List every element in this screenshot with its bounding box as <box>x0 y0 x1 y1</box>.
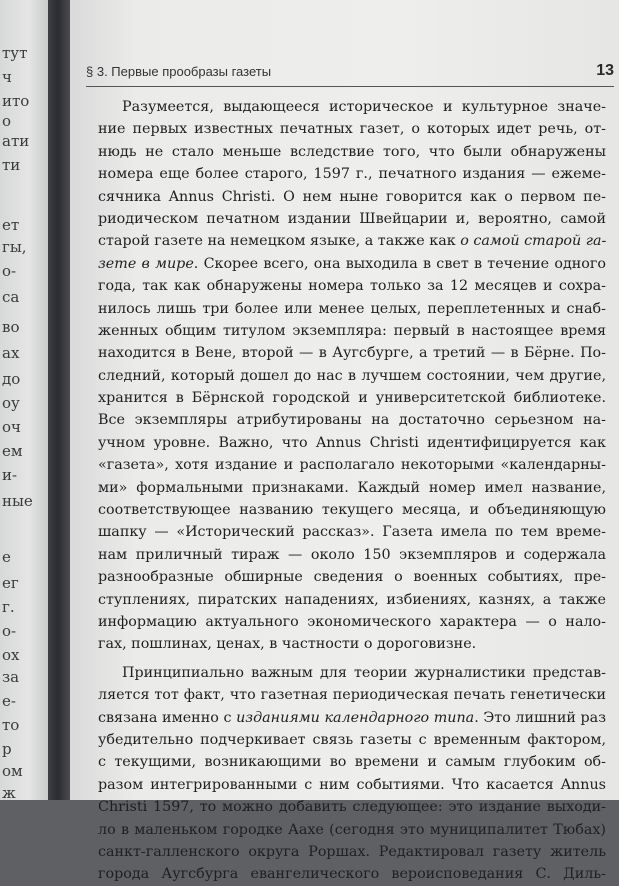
left-page-fragment: тут <box>2 44 28 62</box>
italic-phrase: зете в мире <box>98 255 194 272</box>
text-line: ляется тот факт, что газетная периодическая печать генетически <box>98 687 606 704</box>
left-page-fragment: о- <box>2 622 17 640</box>
header-rule <box>86 86 614 87</box>
left-page-fragment: са <box>2 288 20 306</box>
text-line: соответствующее названию текущего месяца, и объединяющую <box>98 502 606 519</box>
text-line: Разумеется, выдающееся историческое и культурное значе- <box>122 99 606 115</box>
text-line: нам приличный тираж — около 150 экземпляров и содержала <box>98 546 606 563</box>
book-gutter <box>48 0 70 800</box>
text-line: с текущими, возникающими во времени и самым глубоким об- <box>98 754 606 771</box>
page-number: 13 <box>596 62 614 79</box>
left-page-fragment: ег <box>2 574 19 592</box>
text-line: гах, пошлинах, ценах, в частности о дороговизне. <box>98 636 477 653</box>
text-line: ми» формальными признаками. Каждый номер имел название, <box>98 479 606 496</box>
left-page-fragment: о- <box>2 262 17 280</box>
text-line: шапку — «Исторический рассказ». Газета имела по тем време- <box>98 524 606 541</box>
text-line: нюдь не стало меньше вследствие того, что были обнаружены <box>98 143 606 160</box>
left-page-fragment: ем <box>2 442 23 460</box>
left-page-fragment: ох <box>2 646 20 664</box>
text-line: города Аугсбурга евангелического вероисповедания С. Диль- <box>98 866 606 883</box>
left-page-edge <box>0 0 48 800</box>
text-line <box>98 707 606 729</box>
left-page-fragment: оу <box>2 394 20 412</box>
text-line: Все экземпляры атрибутированы на достаточно серьезном на- <box>98 412 606 429</box>
left-page-fragment: ах <box>2 344 20 362</box>
text-line: ступлениях, пиратских нападениях, избиениях, казнях, а также <box>98 591 606 608</box>
text-segment: старой газете на немецком языке, а также как <box>98 233 456 250</box>
left-page-fragment: за <box>2 668 20 686</box>
section-title: § 3. Первые прообразы газеты <box>86 64 272 79</box>
text-segment: . Это лишний раз <box>474 709 607 726</box>
left-page-fragment: р <box>2 740 12 758</box>
text-line: санкт-галленского округа Роршах. Редактировал газету житель <box>98 843 606 860</box>
text-line: учном уровне. Важно, что Annus Christi идентифицируется как <box>98 434 606 451</box>
left-page-fragment: о <box>2 112 12 130</box>
left-page-fragment: г. <box>2 598 15 616</box>
text-line: риодическом печатном издании Швейцарии и, вероятно, самой <box>98 210 606 227</box>
italic-phrase: о самой старой га- <box>460 233 607 250</box>
text-line: хранится в Бёрнской городской и университетской библиотеке. <box>98 390 606 407</box>
left-page-fragment: ч <box>2 68 12 86</box>
left-page-fragment: во <box>2 318 20 336</box>
text-line: номера еще более старого, 1597 г., печатного издания — ежеме- <box>98 166 606 183</box>
text-line: следний, который дошел до нас в лучшем состоянии, чем другие, <box>98 367 606 384</box>
text-line: разнообразные обширные сведения о военных событиях, пре- <box>98 569 606 586</box>
text-line: Christi 1597, то можно добавить следующее: это издание выходи- <box>98 799 606 816</box>
text-line: информацию актуального экономического характера — о нало- <box>98 613 606 630</box>
left-page-fragment: до <box>2 370 21 388</box>
left-page-fragment: то <box>2 716 20 734</box>
text-line: Принципиально важным для теории журналистики представ- <box>122 664 606 681</box>
text-line: ние первых известных печатных газет, о которых идет речь, от- <box>98 121 606 138</box>
left-page-fragment: е <box>2 548 11 566</box>
text-line: разом интегрированными с ним событиями. Что касается Annus <box>98 776 606 793</box>
left-page-fragment: ет <box>2 216 20 234</box>
text-line: убедительно подчеркивает связь газеты с временным фактором, <box>98 731 606 748</box>
text-line <box>98 230 606 252</box>
text-segment: связана именно с <box>98 709 232 726</box>
text-line <box>98 253 606 275</box>
text-line: «газета», хотя издание и располагало некоторыми «календарны- <box>98 457 606 474</box>
text-line: находится в Вене, второй — в Аугсбурге, а третий — в Бёрне. По- <box>98 345 606 362</box>
italic-phrase: изданиями календарного типа <box>236 709 475 726</box>
text-segment: . Скорее всего, она выходила в свет в течение одного <box>193 255 606 272</box>
text-line: года, так как обнаружены номера только за 12 месяцев и сохра- <box>98 278 606 295</box>
left-page-fragment: ито <box>2 92 30 110</box>
left-page-fragment: ж <box>2 784 16 802</box>
text-line: ло в маленьком городке Аахе (сегодня это муниципалитет Тюбах) <box>98 821 606 838</box>
text-line: сячника Annus Christi. О нем ныне говорится как о первом пе- <box>98 188 606 205</box>
body-text <box>98 96 606 886</box>
left-page-fragment: ные <box>2 492 33 510</box>
left-page-fragment: ати <box>2 132 30 150</box>
text-line: женных общим титулом экземпляра: первый в настоящее время <box>98 322 606 339</box>
book-page <box>70 0 619 883</box>
left-page-fragment: гы, <box>2 238 27 256</box>
left-page-fragment: ом <box>2 762 23 780</box>
running-header <box>86 62 614 84</box>
left-page-fragment: ти <box>2 156 21 174</box>
left-page-fragment: е- <box>2 692 16 710</box>
left-page-fragment: оч <box>2 418 21 436</box>
text-line: нилось лишь три более или менее целых, переплетенных и снаб- <box>98 300 606 317</box>
left-page-fragment: и- <box>2 466 18 484</box>
